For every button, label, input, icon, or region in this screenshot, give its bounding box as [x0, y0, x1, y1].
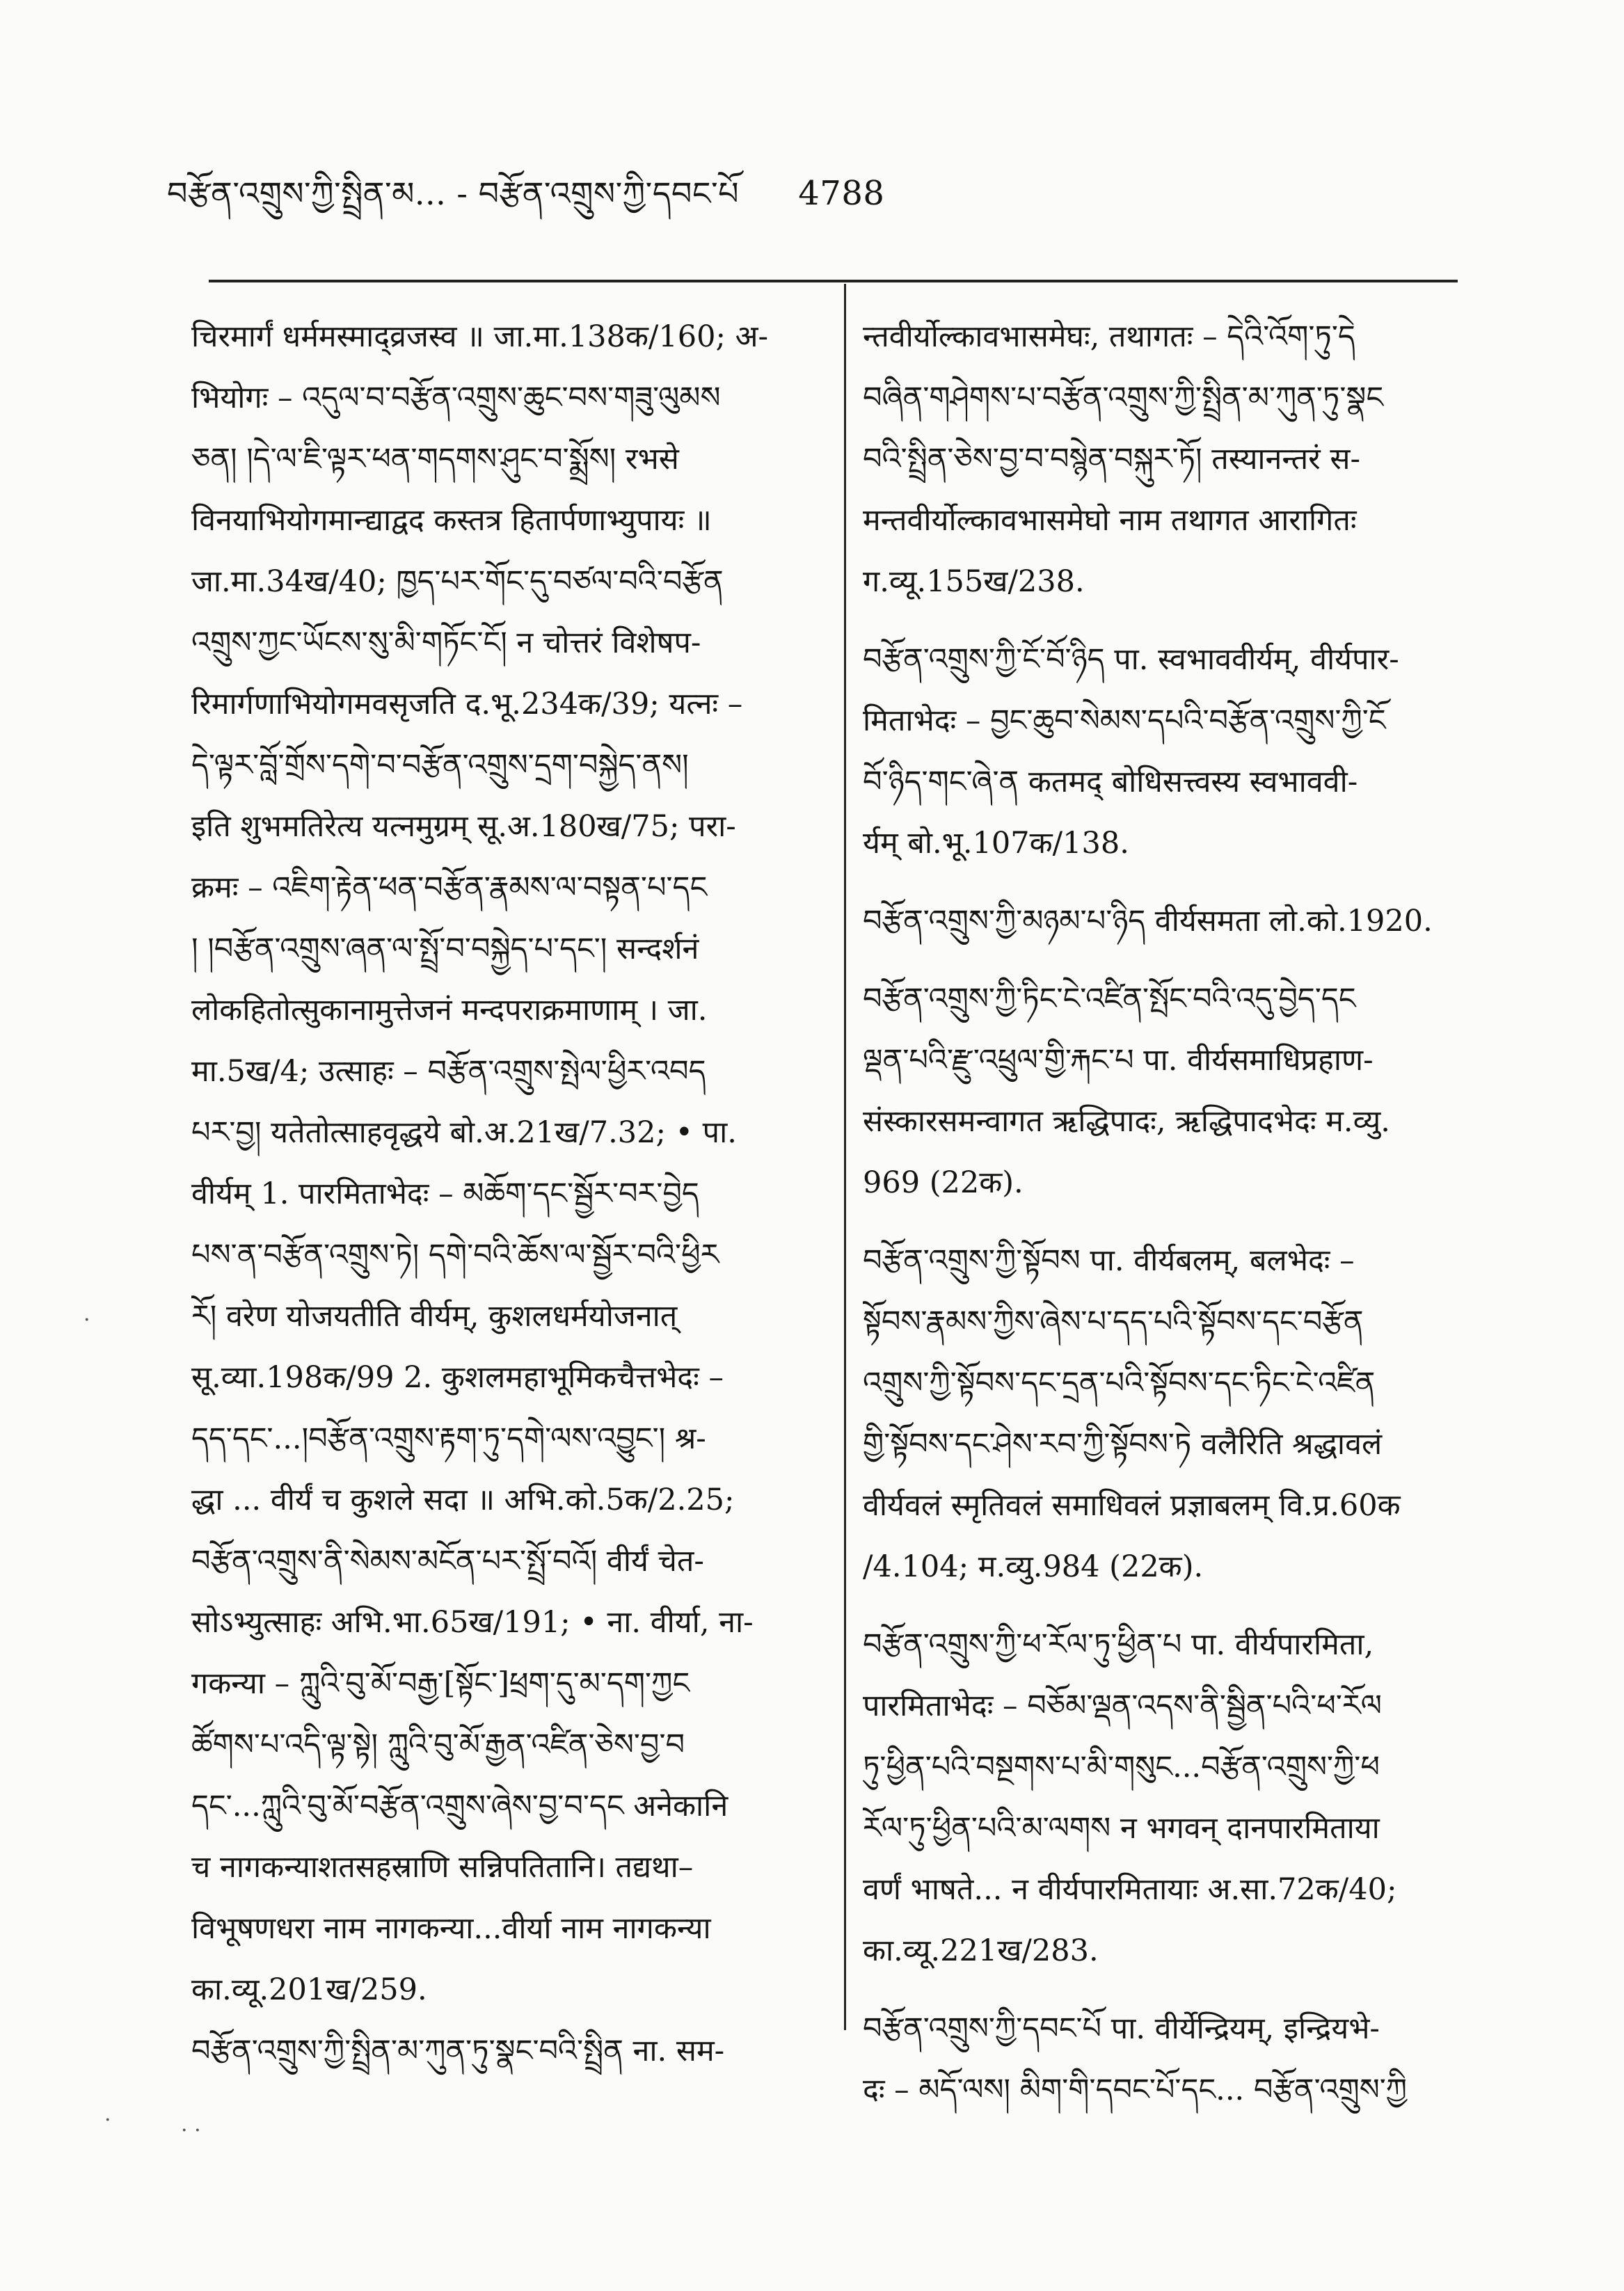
left-column	[191, 306, 825, 2082]
text-line: རོ། वरेण योजयतीति वीर्यम्, कुशलधर्मयोजनात्	[191, 1299, 678, 1334]
text-line: का.व्यू.221ख/283.	[863, 1933, 1099, 1968]
text-line: मिताभेदः – བྱང་ཆུབ་སེམས་དཔའི་བརྩོན་འགྲུས་ཀྱི་ངོ	[863, 703, 1386, 738]
text-line: དང་...ཀླུའི་བུ་མོ་བརྩོན་འགྲུས་ཞེས་བྱ་བ་དང अनेकानि	[191, 1789, 729, 1823]
page-number: 4788	[798, 174, 885, 213]
text-line: ། །བརྩོན་འགྲུས་ཞན་ལ་སྤྲོ་བ་བསྐྱེད་པ་དང་། सन्दर्शनं	[191, 932, 699, 966]
scan-speck: ·	[104, 2108, 111, 2132]
text-line: न्तवीर्योल्कावभासमेघः, तथागतः – དེའི་འོག་ཏུ་དེ	[863, 319, 1355, 354]
text-line: च नागकन्याशतसहस्राणि सन्निपतितानि। तद्यथा–	[191, 1850, 694, 1885]
text-line: भियोगः – འདུལ་བ་བརྩོན་འགྲུས་ཆུང་བས་གཟུ་ལུམས	[191, 381, 721, 415]
text-line: བརྩོན་འགྲུས་ཀྱི་ཏིང་ངེ་འཛིན་སྤོང་བའི་འདུ་བྱེད་དང	[863, 982, 1356, 1016]
entry-gap	[863, 1981, 1475, 1998]
entry-gap	[863, 1213, 1475, 1230]
text-line: འགྲུས་ཀྱང་ཡོངས་སུ་མི་གཏོང་ངོ། न चोत्तरं विशेषप-	[191, 625, 701, 660]
text-line: བོ་ཉིད་གང་ཞེ་ན कतमद् बोधिसत्त्वस्य स्वभाववी-	[863, 765, 1358, 799]
text-line: विनयाभियोगमान्द्याद्वद कस्तत्र हितार्पणाभ्युपायः ॥	[191, 503, 712, 538]
text-line: /4.104; म.व्यु.984 (22क).	[863, 1549, 1204, 1584]
text-line: लोकहितोत्सुकानामुत्तेजनं मन्दपराक्रमाणाम् । जा.	[191, 993, 708, 1028]
text-line: བརྩོན་འགྲུས་ཀྱི་སྟོབས पा. वीर्यबलम्, बलभेदः –	[863, 1243, 1355, 1278]
page-header	[167, 174, 1475, 214]
entry-gap	[863, 952, 1475, 968]
text-line: གྱི་སྟོབས་དང་ཤེས་རབ་ཀྱི་སྟོབས་ཏེ वलैरिति श्रद्धावलं	[863, 1427, 1383, 1462]
column-divider	[844, 284, 846, 2030]
text-line: དེ་ལྟར་བློ་གྲོས་དགེ་བ་བརྩོན་འགྲུས་དྲག་བསྐྱེད་ནས།	[191, 748, 689, 783]
text-line: ལྡན་པའི་རྫུ་འཕྲུལ་གྱི་རྐང་པ पा. वीर्यसमाधिप्रहाण-	[863, 1043, 1374, 1078]
text-line: པར་བྱ། यतेतोत्साहवृद्धये बो.अ.21ख/7.32; • पा.	[191, 1115, 737, 1150]
text-line: བའི་སྤྲིན་ཅེས་བྱ་བ་བསྙེན་བསྐུར་ཏོ། तस्यानन्तरं स-	[863, 442, 1360, 477]
right-column	[863, 306, 1475, 2121]
text-line: र्यम् बो.भू.107क/138.	[863, 826, 1129, 861]
text-line: दः – མདོ་ལས། མིག་གི་དབང་པོ་དང... བརྩོན་འགྲུས་ཀྱི	[863, 2073, 1408, 2107]
text-line: ཅན། །དེ་ལ་ཇི་ལྟར་ཕན་གདགས་ཤུང་བ་སྨྲོས། रभसे	[191, 442, 679, 477]
text-line: བརྩོན་འགྲུས་ཀྱི་ངོ་བོ་ཉིད पा. स्वभाववीर्यम्, वीर्यपार-	[863, 642, 1399, 677]
text-line: चिरमार्गं धर्ममस्माद्व्रजस्व ॥ जा.मा.138क/160; अ-	[191, 319, 769, 354]
header-rule	[209, 280, 1458, 282]
text-line: संस्कारसमन्वागत ऋद्धिपादः, ऋद्धिपादभेदः म.व्यु.	[863, 1104, 1390, 1139]
text-line: इति शुभमतिरेत्य यत्नमुग्रम् सू.अ.180ख/75; परा-	[191, 809, 736, 844]
text-line: འགྲུས་ཀྱི་སྟོབས་དང་དྲན་པའི་སྟོབས་དང་ཏིང་ངེ་འཛིན	[863, 1366, 1376, 1400]
entry-gap	[863, 874, 1475, 891]
text-line: བརྩོན་འགྲུས་ཀྱི་ཕ་རོལ་ཏུ་ཕྱིན་པ पा. वीर्यपारमिता,	[863, 1627, 1374, 1662]
entry-gap	[863, 1597, 1475, 1614]
text-line: རོལ་ཏུ་ཕྱིན་པའི་མ་ལགས न भगवन् दानपारमिताया	[863, 1811, 1380, 1846]
text-line: वीर्यम् 1. पारमिताभेदः – མཆོག་དང་སྦྱོར་བར་བྱེད	[191, 1176, 699, 1211]
text-line: པས་ན་བརྩོན་འགྲུས་ཏེ། དགེ་བའི་ཆོས་ལ་སྦྱོར་བའི་ཕྱིར	[191, 1238, 719, 1272]
entry-gap	[863, 612, 1475, 629]
text-line: मा.5ख/4; उत्साहः – བརྩོན་འགྲུས་སྤེལ་ཕྱིར་འབད	[191, 1054, 706, 1089]
text-line: रिमार्गणाभियोगमवसृजति द.भू.234क/39; यत्नः –	[191, 687, 743, 721]
text-line: ग.व्यू.155ख/238.	[863, 564, 1085, 599]
text-line: བརྩོན་འགྲུས་ནི་སེམས་མངོན་པར་སྤྲོ་བའོ། वीर्यं चेत-	[191, 1544, 704, 1579]
text-line: 969 (22क).	[863, 1165, 1024, 1200]
text-line: गकन्या – ཀླུའི་བུ་མོ་བརྒྱ་[སྟོང་]ཕྲག་དུ་མ་དག་ཀྱང	[191, 1666, 690, 1701]
text-line: བརྩོན་འགྲུས་ཀྱི་དབང་པོ पा. वीर्येन्द्रियम्, इन्द्रियभे-	[863, 2011, 1380, 2046]
text-line: བཞིན་གཤེགས་པ་བརྩོན་འགྲུས་ཀྱི་སྤྲིན་མ་ཀུན་ཏུ་སྣང	[863, 381, 1384, 415]
text-line: का.व्यू.201ख/259.	[191, 1972, 427, 2007]
text-line: བརྩོན་འགྲུས་ཀྱི་སྤྲིན་མ་ཀུན་ཏུ་སྣང་བའི་སྤྲིན ना. सम-	[191, 2034, 725, 2068]
text-line: विभूषणधरा नाम नागकन्या...वीर्या नाम नागकन्या	[191, 1911, 711, 1946]
text-line: སྟོབས་རྣམས་ཀྱིས་ཞེས་པ་དད་པའི་སྟོབས་དང་བརྩོན	[863, 1304, 1364, 1339]
text-line: जा.मा.34ख/40; ཁྱད་པར་གོང་དུ་བཙལ་བའི་བརྩོན	[191, 564, 724, 599]
text-line: मन्तवीर्योल्कावभासमेघो नाम तथागत आरागितः	[863, 503, 1357, 538]
text-line: བརྩོན་འགྲུས་ཀྱི་མཉམ་པ་ཉིད वीर्यसमता लो.को.1920.	[863, 904, 1433, 939]
running-head: བརྩོན་འགྲུས་ཀྱི་སྤྲིན་མ... - བརྩོན་འགྲུས་ཀྱི་དབང་པོ	[167, 175, 740, 212]
scan-speck: · ·	[181, 2118, 201, 2143]
text-line: पारमिताभेदः – བཅོམ་ལྡན་འདས་ནི་སྦྱིན་པའི་ཕ་རོལ	[863, 1689, 1383, 1723]
text-line: वीर्यवलं स्मृतिवलं समाधिवलं प्रज्ञाबलम् वि.प्र.60क	[863, 1488, 1401, 1523]
text-line: सोऽभ्युत्साहः अभि.भा.65ख/191; • ना. वीर्या, ना-	[191, 1605, 754, 1640]
text-line: ཏུ་ཕྱིན་པའི་བསྔགས་པ་མི་གསུང...བརྩོན་འགྲུས་ཀྱི་ཕ	[863, 1750, 1380, 1785]
text-line: सू.व्या.198क/99 2. कुशलमहाभूमिकचैत्तभेदः –	[191, 1360, 724, 1395]
scan-speck: ·	[83, 1308, 90, 1332]
text-line: क्रमः – འཇིག་རྟེན་ཕན་བརྩོན་རྣམས་ལ་བསྟན་པ་དང	[191, 870, 708, 905]
text-line: དད་དང་...།བརྩོན་འགྲུས་རྟག་ཏུ་དགེ་ལས་འབྱུང་། श्र-	[191, 1421, 706, 1456]
text-line: वर्णं भाषते... न वीर्यपारमितायाः अ.सा.72क/40;	[863, 1872, 1397, 1907]
text-line: ཚོགས་པ་འདི་ལྟ་སྟེ། ཀླུའི་བུ་མོ་རྒྱན་འཛིན་ཅེས་བྱ་བ	[191, 1727, 685, 1762]
text-line: द्धा ... वीर्यं च कुशले सदा ॥ अभि.को.5क/2.25;	[191, 1483, 735, 1517]
